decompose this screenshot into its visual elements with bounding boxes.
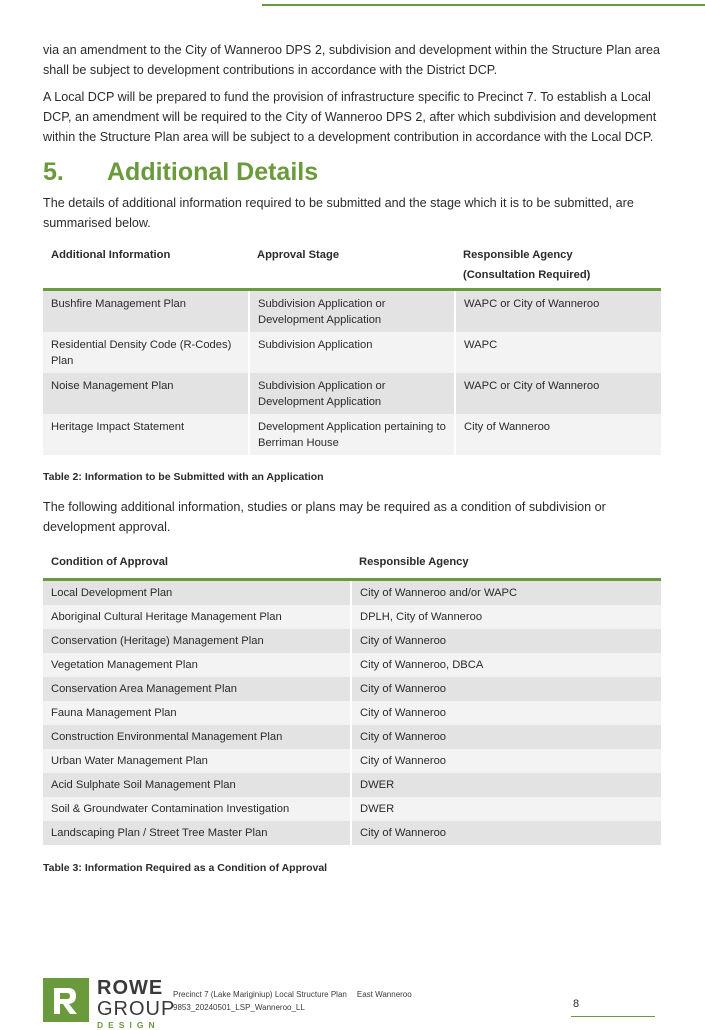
table-cell: Development Application pertaining to Berriman House <box>249 414 455 455</box>
column-header: Additional Information <box>43 240 249 290</box>
logo-rowe: ROWE <box>97 977 164 999</box>
footer-doc-ref: 9853_20240501_LSP_Wanneroo_LL <box>173 1003 305 1012</box>
additional-information-table <box>43 240 661 455</box>
logo-r-mark-icon <box>43 978 89 1022</box>
table-cell: Subdivision Application or Development Application <box>249 290 455 333</box>
table-cell: City of Wanneroo <box>351 677 661 701</box>
table-row <box>43 725 661 749</box>
table-row <box>43 701 661 725</box>
table-row <box>43 749 661 773</box>
table-cell: City of Wanneroo <box>351 701 661 725</box>
table-cell: City of Wanneroo, DBCA <box>351 653 661 677</box>
page-footer <box>43 977 661 1030</box>
column-header: Responsible Agency <box>351 547 661 580</box>
table-row <box>43 677 661 701</box>
section-heading <box>43 155 661 189</box>
table-row <box>43 773 661 797</box>
table-cell: DPLH, City of Wanneroo <box>351 605 661 629</box>
header-rule <box>262 4 705 6</box>
table-cell: Residential Density Code (R-Codes) Plan <box>43 332 249 373</box>
table-cell: WAPC or City of Wanneroo <box>455 373 661 414</box>
logo-design: DESIGN <box>97 1020 160 1030</box>
table-cell: DWER <box>351 773 661 797</box>
logo-group: GROUP <box>97 998 176 1020</box>
table-cell: Noise Management Plan <box>43 373 249 414</box>
table-cell: City of Wanneroo and/or WAPC <box>351 580 661 606</box>
section-title: Additional Details <box>107 158 319 186</box>
table-cell: Bushfire Management Plan <box>43 290 249 333</box>
footer-doc-location: East Wanneroo <box>356 990 412 999</box>
table-cell: City of Wanneroo <box>351 629 661 653</box>
table-cell: Acid Sulphate Soil Management Plan <box>43 773 351 797</box>
table-row <box>43 605 661 629</box>
table-caption: Table 2: Information to be Submitted with an Application <box>43 471 324 483</box>
table2-intro: The following additional information, studies or plans may be required as a condition of subdivision or development approval. <box>43 500 606 534</box>
table-row <box>43 332 661 373</box>
table-cell: City of Wanneroo <box>351 749 661 773</box>
table-cell: Fauna Management Plan <box>43 701 351 725</box>
footer-document-info <box>173 988 412 1014</box>
table-row <box>43 373 661 414</box>
table-row <box>43 821 661 845</box>
table-cell: Conservation (Heritage) Management Plan <box>43 629 351 653</box>
table-cell: Construction Environmental Management Plan <box>43 725 351 749</box>
table-row <box>43 290 661 333</box>
table-cell: Soil & Groundwater Contamination Investigation <box>43 797 351 821</box>
footer-doc-title: Precinct 7 (Lake Mariginiup) Local Structure Plan <box>173 990 347 999</box>
table-header-row <box>43 240 661 290</box>
table-cell: Urban Water Management Plan <box>43 749 351 773</box>
column-header: Approval Stage <box>249 240 455 290</box>
table-cell: Aboriginal Cultural Heritage Management Plan <box>43 605 351 629</box>
table-row <box>43 653 661 677</box>
table-row <box>43 797 661 821</box>
table-cell: WAPC or City of Wanneroo <box>455 290 661 333</box>
table-cell: Heritage Impact Statement <box>43 414 249 455</box>
table-caption: Table 3: Information Required as a Condition of Approval <box>43 862 328 874</box>
intro-paragraph-2: A Local DCP will be prepared to fund the provision of infrastructure specific to Precinct 7. To establish a Local DCP, an amendment will be required to the City of Wanneroo DPS 2, after which subdivision and development within the Structure Plan area will be subject to a development contribution in accordance with the Local DCP. <box>43 90 657 144</box>
table-cell: City of Wanneroo <box>351 821 661 845</box>
condition-of-approval-table <box>43 547 661 845</box>
page-number-rule <box>571 1016 655 1017</box>
intro-paragraph-1: via an amendment to the City of Wanneroo DPS 2, subdivision and development within the Structure Plan area shall be subject to development contributions in accordance with the District DCP. <box>43 43 660 77</box>
table-row <box>43 414 661 455</box>
table-cell: City of Wanneroo <box>455 414 661 455</box>
column-header: Condition of Approval <box>43 547 351 580</box>
column-header <box>455 240 661 290</box>
page-number: 8 <box>573 998 580 1010</box>
table-cell: Landscaping Plan / Street Tree Master Plan <box>43 821 351 845</box>
table-cell: WAPC <box>455 332 661 373</box>
column-header-label: Responsible Agency <box>463 249 573 261</box>
page-content <box>43 40 661 874</box>
table-header-row <box>43 547 661 580</box>
table-cell: DWER <box>351 797 661 821</box>
table-cell: Subdivision Application or Development Application <box>249 373 455 414</box>
column-header-sub: (Consultation Required) <box>463 269 591 281</box>
section-intro: The details of additional information required to be submitted and the stage which it is to be submitted, are summarised below. <box>43 196 634 230</box>
table-row <box>43 580 661 606</box>
table-cell: Local Development Plan <box>43 580 351 606</box>
table-row <box>43 629 661 653</box>
table-cell: City of Wanneroo <box>351 725 661 749</box>
table-cell: Conservation Area Management Plan <box>43 677 351 701</box>
rowe-group-logo-icon <box>43 978 89 1022</box>
table-cell: Vegetation Management Plan <box>43 653 351 677</box>
table-cell: Subdivision Application <box>249 332 455 373</box>
section-number: 5. <box>43 158 64 186</box>
